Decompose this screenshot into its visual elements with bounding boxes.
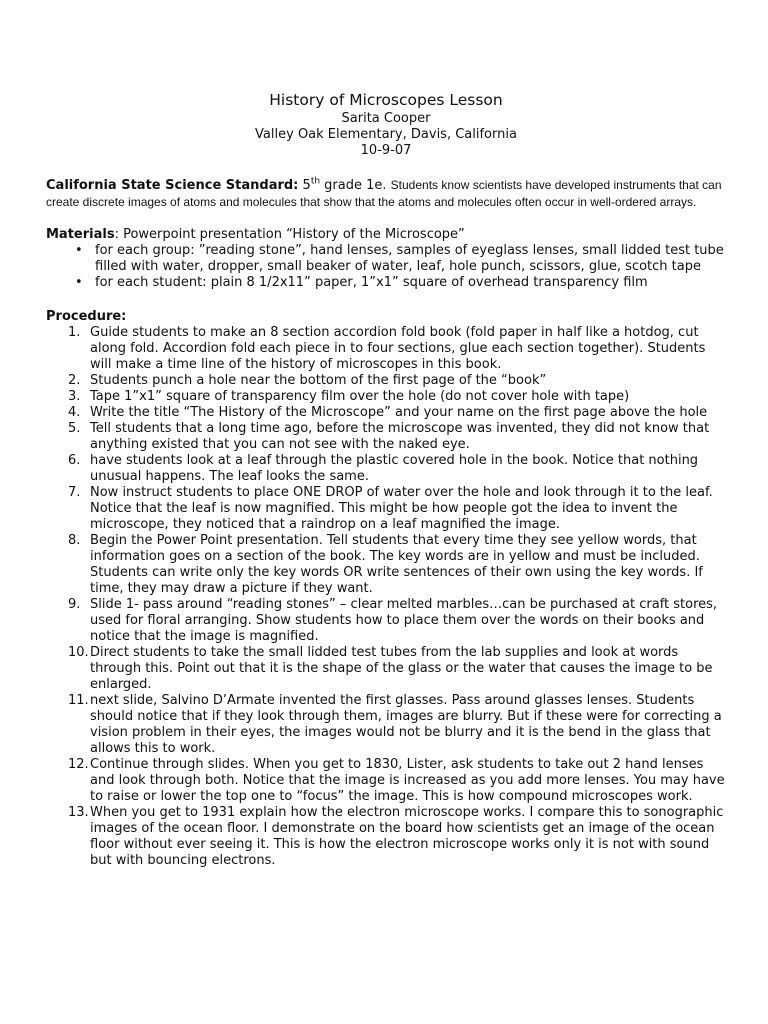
procedure-label: Procedure: — [46, 309, 127, 324]
bullet-icon: • — [75, 275, 83, 290]
science-standard — [46, 177, 726, 211]
list-item: • for each student: plain 8 1/2x11” paper, 1”x1” square of overhead transparency film — [75, 275, 648, 290]
list-item: 8. Begin the Power Point presentation. Tell students that every time they see yellow words, that information goes on a section of the book. The key words are in yellow and must be included. Students can write only the key words OR write sentences of their own using the key words. If time, they may draw a picture if they want. — [68, 533, 703, 596]
standard-text: Students know scientists have developed instruments that can create discrete images of atoms and molecules that show that the atoms and molecules often occur in well-ordered arrays. — [46, 178, 722, 209]
materials-label: Materials — [46, 227, 115, 242]
materials-list — [46, 243, 726, 291]
list-item: 13. When you get to 1931 explain how the electron microscope works. I compare this to sonographic images of the ocean floor. I demonstrate on the board how scientists get an image of the ocean floor without ever seeing it. This is how the electron microscope works only it is not with sound but with bouncing electrons. — [68, 805, 724, 868]
standard-grade: 5th grade 1e. — [302, 176, 387, 193]
list-item: 7. Now instruct students to place ONE DROP of water over the hole and look through it to the leaf. Notice that the leaf is now magnified. This might be how people got the idea to invent the microscope, they noticed that a raindrop on a leaf magnified the image. — [68, 485, 713, 532]
list-item: 2. Students punch a hole near the bottom of the first page of the “book” — [68, 373, 547, 388]
page-title: History of Microscopes Lesson — [269, 91, 503, 109]
list-item: • for each group: ”reading stone”, hand lenses, samples of eyeglass lenses, small lidded test tube filled with water, dropper, small beaker of water, leaf, hole punch, scissors, glue, scotch tape — [75, 243, 724, 274]
list-item: 11. next slide, Salvino D’Armate invented the first glasses. Pass around glasses lenses. Students should notice that if they look through them, images are blurry. But if these were for correcting a vision problem in their eyes, the images would not be blurry and it is the bend in the glass that allows this to work. — [68, 693, 722, 756]
lesson-page — [46, 90, 726, 869]
list-item: 6. have students look at a leaf through the plastic covered hole in the book. Notice that nothing unusual happens. The leaf looks the same. — [68, 453, 699, 484]
list-item: 5. Tell students that a long time ago, before the microscope was invented, they did not know that anything existed that you can not see with the naked eye. — [68, 421, 710, 452]
school-name: Valley Oak Elementary, Davis, California — [255, 127, 517, 142]
bullet-icon: • — [75, 243, 83, 258]
list-item: 1. Guide students to make an 8 section accordion fold book (fold paper in half like a hotdog, cut along fold. Accordion fold each piece in to four sections, glue each section together). Students will make a time line of the history of microscopes in this book. — [68, 325, 706, 372]
list-item: 4. Write the title “The History of the Microscope” and your name on the first page above the hole — [68, 405, 708, 420]
materials-text: : Powerpoint presentation “History of the Microscope” — [114, 227, 465, 242]
materials-section — [46, 227, 726, 291]
author-name: Sarita Cooper — [341, 111, 431, 126]
list-item: 12. Continue through slides. When you get to 1830, Lister, ask students to take out 2 hand lenses and look through both. Notice that the image is increased as you add more lenses. You may have to raise or lower the top one to “focus” the image. This is how compound microscopes work. — [68, 757, 725, 804]
lesson-date: 10-9-07 — [360, 143, 412, 158]
list-item: 10. Direct students to take the small lidded test tubes from the lab supplies and look at words through this. Point out that it is the shape of the glass or the water that causes the image to be enlarged. — [68, 645, 713, 692]
procedure-list — [46, 325, 726, 869]
list-item: 9. Slide 1- pass around “reading stones” – clear melted marbles…can be purchased at craft stores, used for floral arranging. Show students how to place them over the words on their books and notice that the image is magnified. — [68, 597, 718, 644]
standard-label: California State Science Standard: — [46, 178, 299, 193]
document-header — [46, 90, 726, 159]
list-item: 3. Tape 1”x1” square of transparency film over the hole (do not cover hole with tape) — [68, 389, 630, 404]
